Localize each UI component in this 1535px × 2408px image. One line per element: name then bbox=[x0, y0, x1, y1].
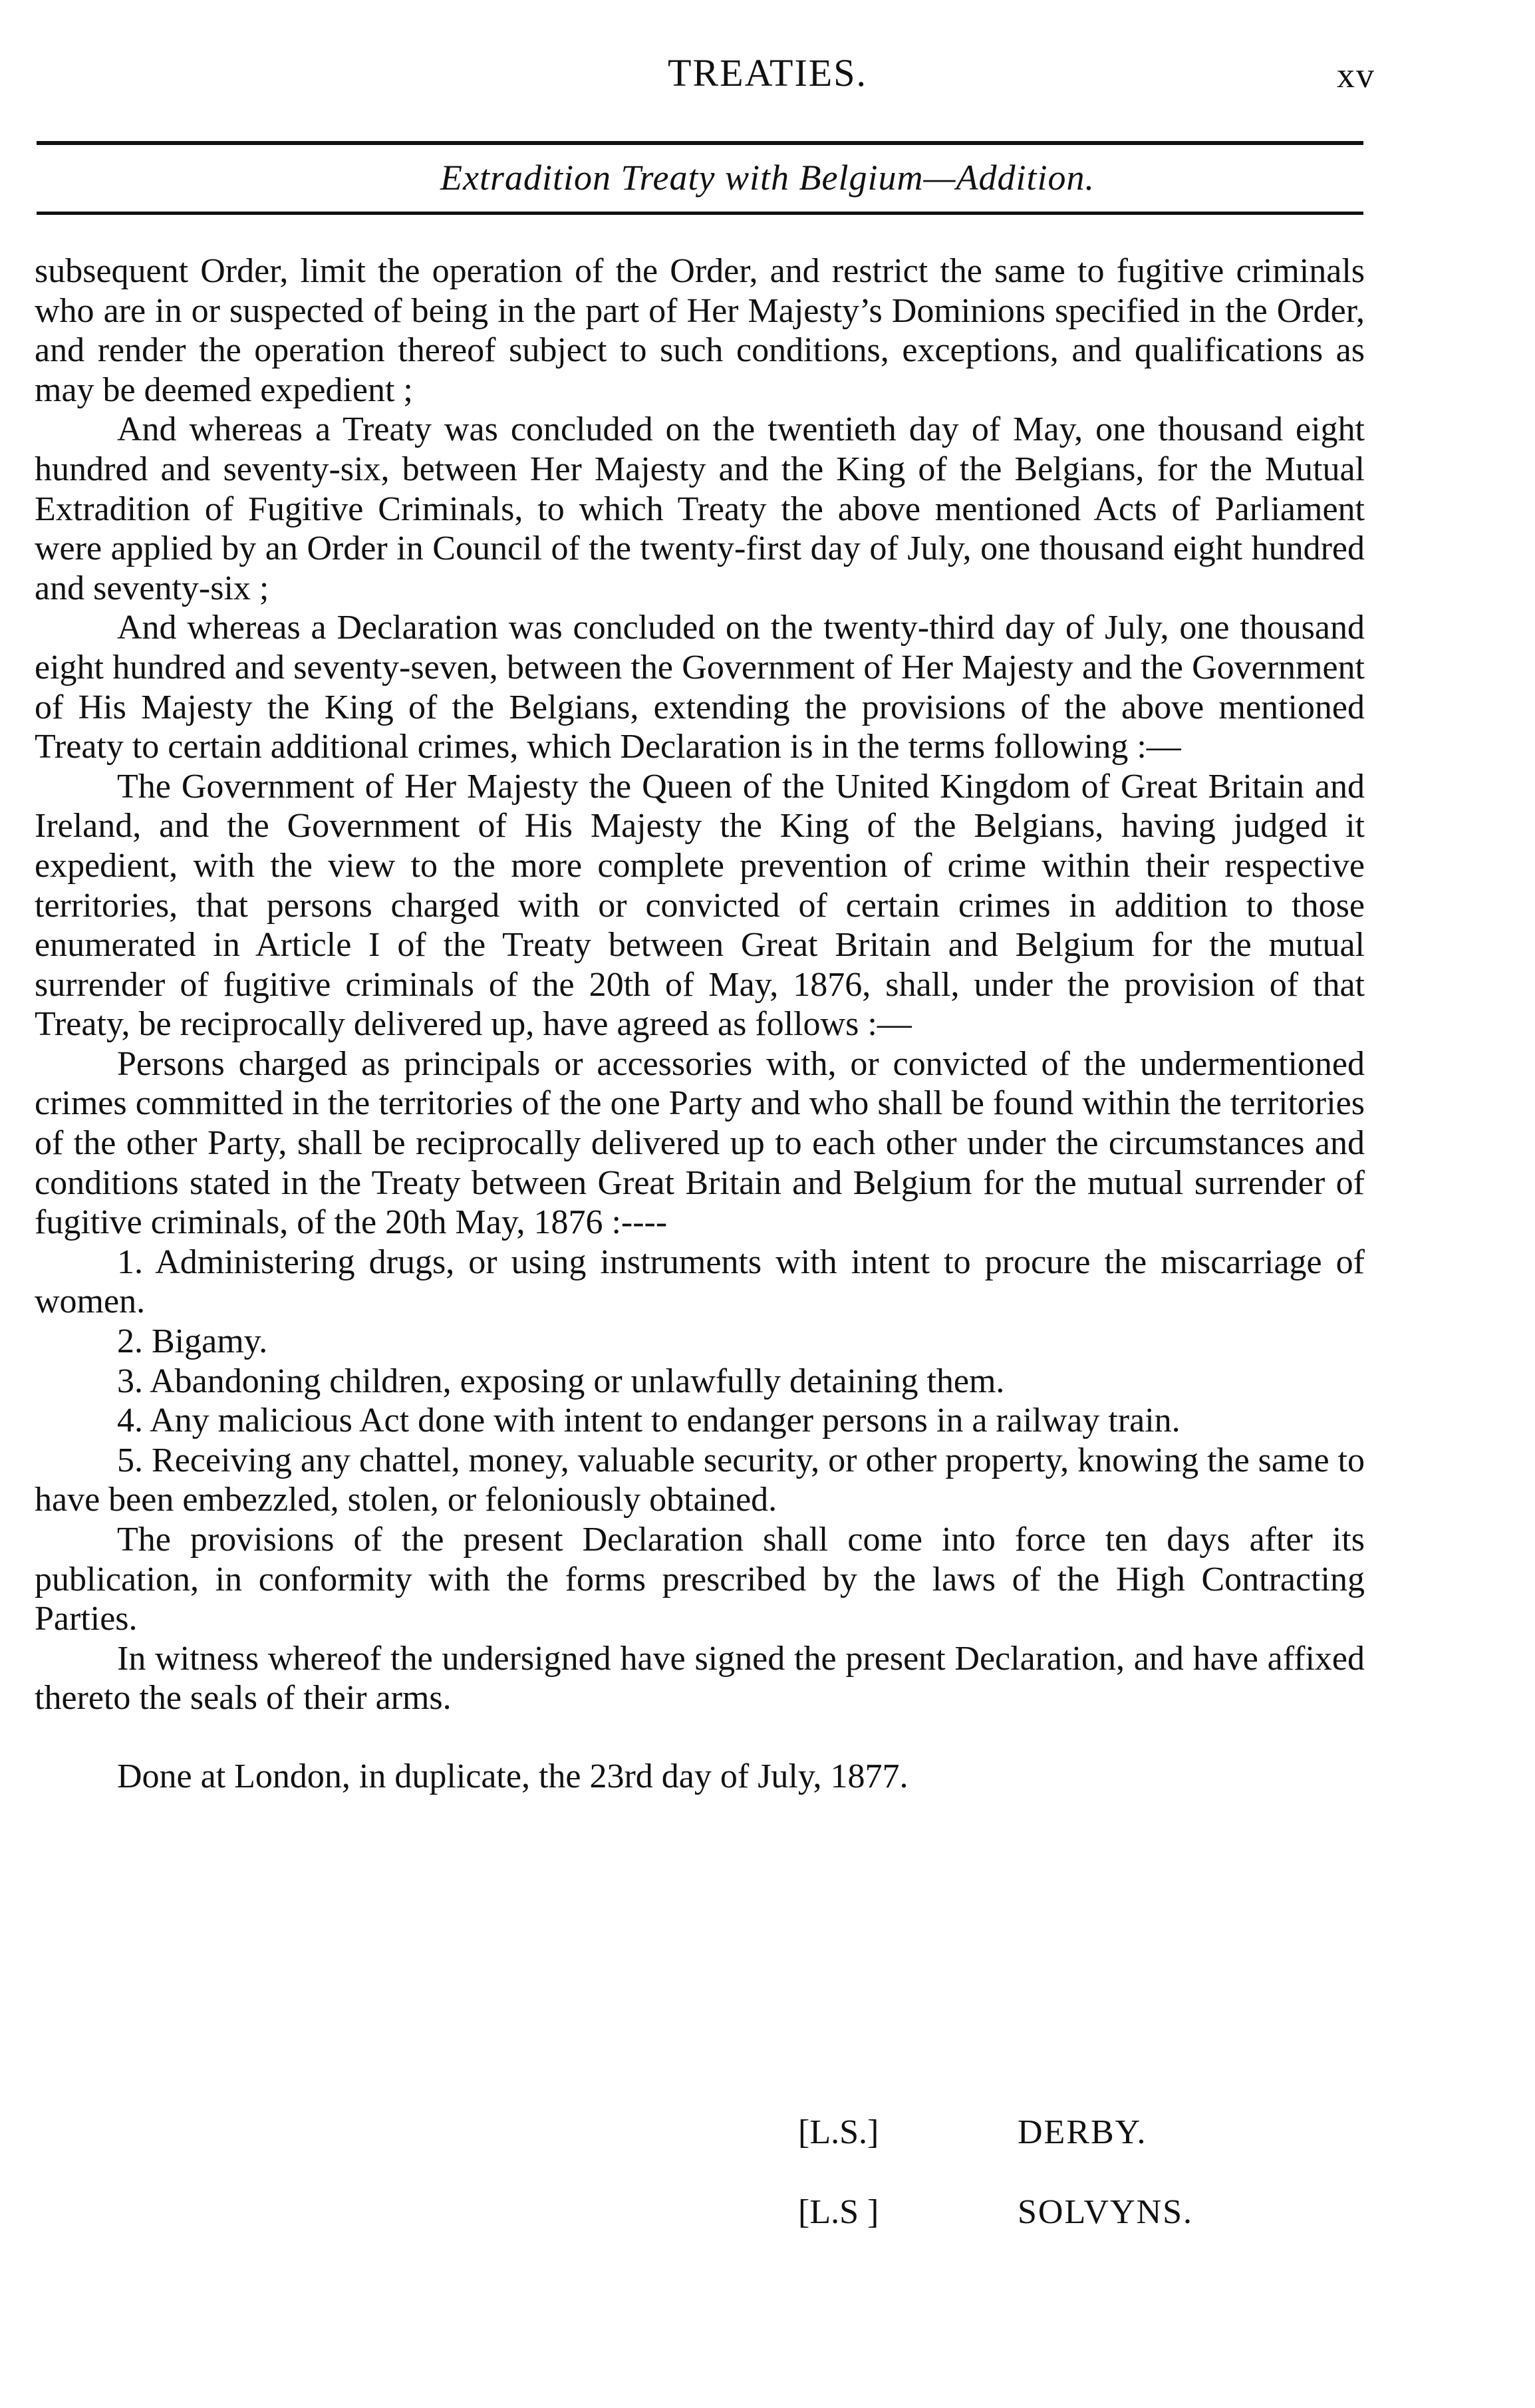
signatory-name: DERBY. bbox=[1018, 2113, 1147, 2151]
page-number: xv bbox=[1337, 55, 1375, 95]
paragraph-persons-charged: Persons charged as principals or accessories with, or convicted of the undermentioned crimes committed in the territories of the one Party and who shall be found within the territories of the other Party, shall be reciprocally delivered up to each other under the circumstances and conditions stated in the Treaty between Great Britain and Belgium for the mutual surrender of fugitive criminals, of the 20th May, 1876 :---- bbox=[35, 1044, 1365, 1242]
crime-item: 2. Bigamy. bbox=[117, 1322, 268, 1361]
running-head bbox=[0, 51, 1535, 104]
paragraph-provisions: The provisions of the present Declaration shall come into force ten days after its publication, in conformity with the forms prescribed by the laws of the High Contracting Parties. bbox=[35, 1521, 1365, 1638]
paragraph-treaty: And whereas a Treaty was concluded on the twentieth day of May, one thousand eight hundred and seventy-six, between Her Majesty and the King of the Belgians, for the Mutual Extradition of Fugitive Criminals, to which Treaty the above mentioned Acts of Parliament were applied by an Order in Council of the twenty-first day of July, one thousand eight hundred and seventy-six ; bbox=[35, 410, 1365, 607]
paragraph-governments: The Government of Her Majesty the Queen of the United Kingdom of Great Britain and Ireland, and the Government of His Majesty the King of the Belgians, having judged it expedient, with the view to the more complete prevention of crime within their respective territories, that persons charged with or convicted of certain crimes in addition to those enumerated in Article I of the Treaty between Great Britain and Belgium for the mutual surrender of fugitive criminals of the 20th of May, 1876, shall, under the provision of that Treaty, be reciprocally delivered up, have agreed as follows :— bbox=[35, 767, 1365, 1044]
crime-item: 4. Any malicious Act done with intent to endanger persons in a railway train. bbox=[117, 1402, 1181, 1440]
seal-mark: [L.S.] bbox=[798, 2113, 879, 2151]
signature-block bbox=[798, 2115, 1397, 2275]
paragraph-declaration: And whereas a Declaration was concluded on the twenty-third day of July, one thousand eight hundred and seventy-seven, between the Government of Her Majesty and the Government of His Majesty the King of the Belgians, extending the provisions of the above mentioned Treaty to certain additional crimes, which Declaration is in the terms following :— bbox=[35, 609, 1365, 766]
crime-item: 1. Administering drugs, or using instruments with intent to procure the miscarriage of women. bbox=[35, 1243, 1365, 1321]
signature-row bbox=[798, 2115, 1397, 2195]
paragraph-continuation: subsequent Order, limit the operation of the Order, and restrict the same to fugitive criminals who are in or suspected of being in the part of Her Majesty’s Dominions specified in the Order, and render the operation thereof subject to such conditions, exceptions, and qualifications as may be deemed expedient ; bbox=[35, 252, 1365, 409]
signature-row bbox=[798, 2195, 1397, 2275]
signatory-name: SOLVYNS. bbox=[1018, 2193, 1194, 2231]
crime-item: 3. Abandoning children, exposing or unlawfully detaining them. bbox=[117, 1362, 1005, 1400]
crime-item: 5. Receiving any chattel, money, valuable security, or other property, knowing the same to have been embezzled, stolen, or feloniously obtained. bbox=[35, 1441, 1365, 1519]
seal-mark: [L.S ] bbox=[798, 2193, 879, 2231]
paragraph-witness: In witness whereof the undersigned have signed the present Declaration, and have affixed thereto the seals of their arms. bbox=[35, 1639, 1365, 1718]
header-rule-top bbox=[37, 141, 1363, 145]
running-title: TREATIES. bbox=[668, 51, 867, 94]
document-body bbox=[35, 251, 1365, 1797]
header-rule-bottom bbox=[37, 212, 1363, 215]
section-subtitle: Extradition Treaty with Belgium—Addition. bbox=[440, 158, 1095, 198]
dated-line: Done at London, in duplicate, the 23rd day of July, 1877. bbox=[117, 1757, 908, 1795]
